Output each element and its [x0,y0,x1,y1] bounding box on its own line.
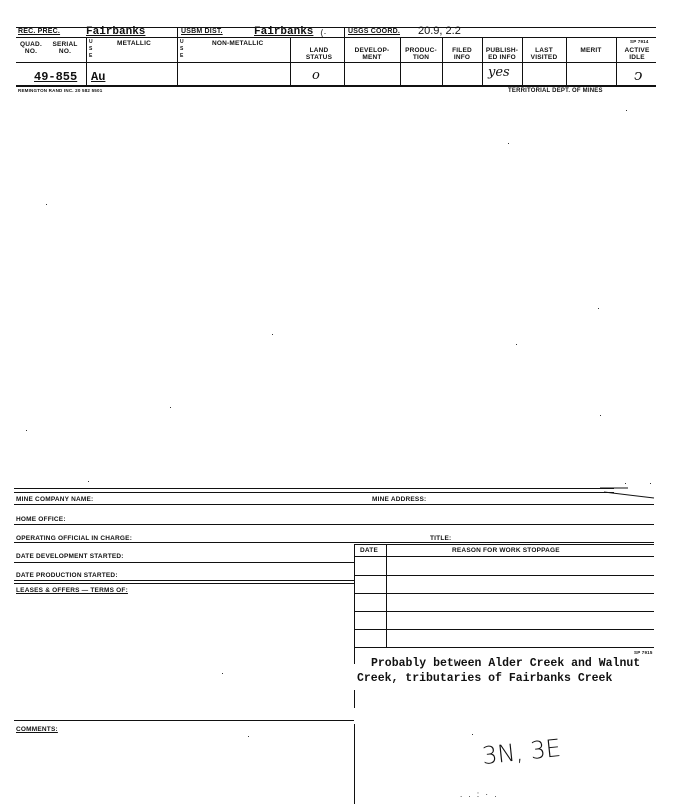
last-visited-header: LAST VISITED [530,47,558,61]
usbm-dist-value: Fairbanks [254,26,314,38]
rec-prec-label: REC. PREC. [18,28,61,35]
published-info-header: PUBLISH- ED INFO [485,47,519,61]
serial-no-header: SERIAL NO. [52,41,78,55]
usgs-coord-value: 20.9, 2.2 [418,25,461,37]
date-production-started-label: DATE PRODUCTION STARTED: [16,572,118,579]
notes-line-2: Creek, tributaries of Fairbanks Creek [357,672,613,685]
home-office-label: HOME OFFICE: [16,516,66,523]
printer-line: REMINGTON RAND INC. 20 582 5501 [18,88,103,93]
form-number-top: SP 7914 [630,39,649,44]
use-letters-nonmetallic: U S E [180,39,184,59]
serial-value: 49-855 [34,70,78,84]
reason-column-header: REASON FOR WORK STOPPAGE [452,547,560,554]
usgs-coord-label: USGS COORD. [348,28,400,35]
production-header: PRODUC- TION [405,47,437,61]
development-header: DEVELOP- MENT [354,47,390,61]
mine-company-name-label: MINE COMPANY NAME: [16,496,94,503]
metallic-value: Au [91,70,106,84]
pencil-dots: . . : · . [460,790,499,799]
rec-prec-value: Fairbanks [86,26,146,38]
active-value: ↄ [634,66,643,84]
usbm-dist-label: USBM DIST. [181,28,223,35]
quad-no-header: QUAD. NO. [20,41,42,55]
title-label: TITLE: [430,535,452,542]
metallic-header: METALLIC [117,40,151,47]
notes-line-1: Probably between Alder Creek and Walnut [371,657,641,670]
published-value: yes [488,65,510,80]
comments-label: COMMENTS: [16,726,58,733]
pencil-mark-icon: ⟨· [320,28,327,38]
active-idle-header: ACTIVE IDLE [624,47,650,61]
date-column-header: DATE [360,547,379,554]
land-status-value: o [312,68,320,83]
date-development-started-label: DATE DEVELOPMENT STARTED: [16,553,124,560]
land-status-header: LAND STATUS [305,47,333,61]
territorial-dept: TERRITORIAL DEPT. OF MINES [508,88,603,94]
use-letters-metallic: U S E [89,39,93,59]
handwritten-location: 3N, 3E [480,733,563,771]
non-metallic-header: NON-METALLIC [212,40,264,47]
mine-address-label: MINE ADDRESS: [372,496,427,503]
filed-info-header: FILED INFO [452,47,472,61]
merit-header: MERIT [580,47,602,54]
operating-official-label: OPERATING OFFICIAL IN CHARGE: [16,535,133,542]
leases-offers-label: LEASES & OFFERS — TERMS OF: [16,587,128,594]
paper-curl-mark [600,482,656,502]
form-number-bottom: SP 7915 [634,650,653,655]
